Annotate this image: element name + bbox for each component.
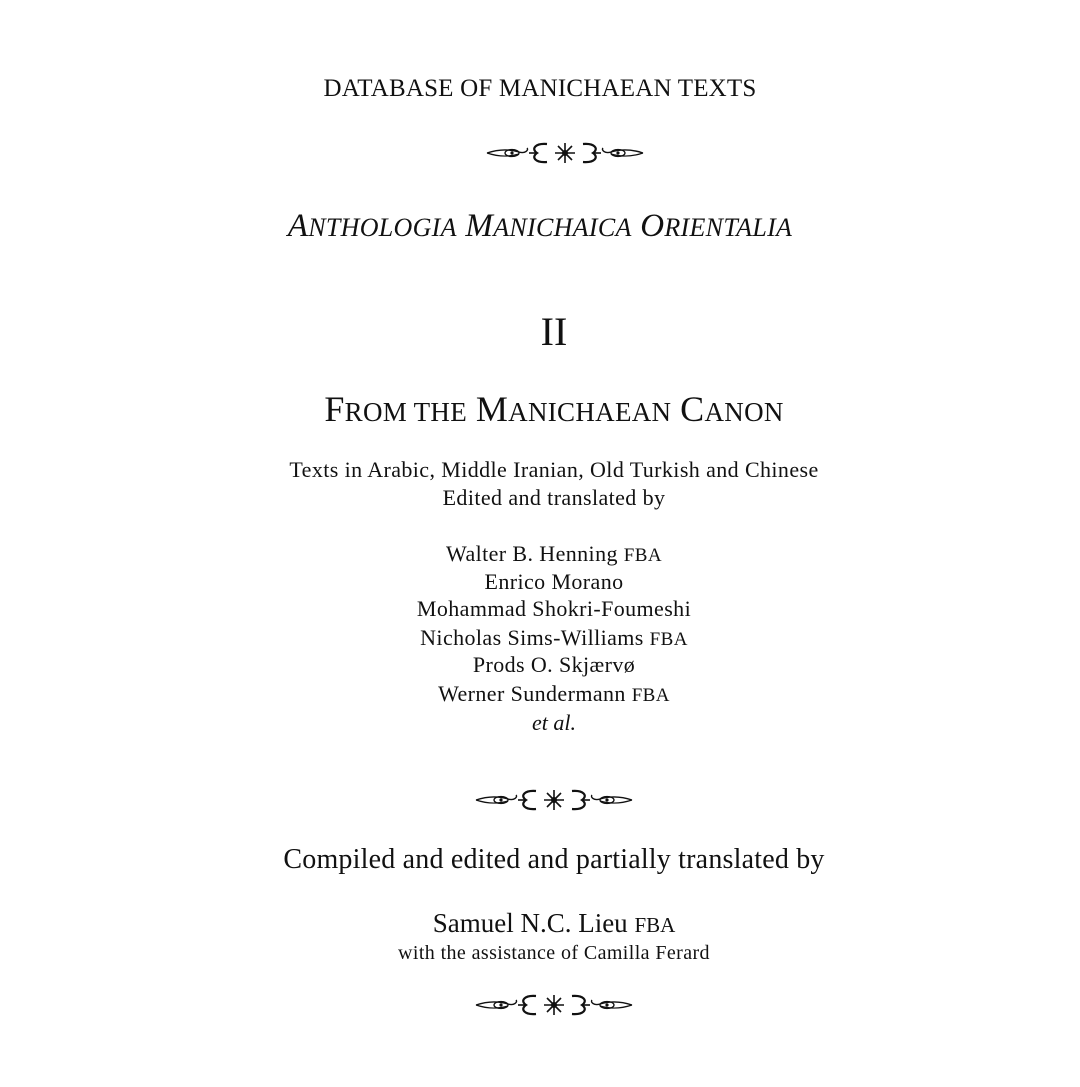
fleuron-ornament-icon <box>485 140 645 166</box>
main-title <box>0 210 1080 243</box>
main-title-word: MANICHAICA <box>465 208 632 244</box>
editor-name: Enrico Morano <box>484 569 624 594</box>
subtitle-word: FROM THE <box>324 389 468 429</box>
editor-name: Werner Sundermann FBA <box>438 681 670 706</box>
editor-name: Walter B. Henning FBA <box>446 541 662 566</box>
series-title: DATABASE OF MANICHAEAN TEXTS <box>323 75 757 102</box>
assistance-statement: with the assistance of Camilla Ferard <box>398 942 710 964</box>
main-title-word: ANTHOLOGIA <box>287 208 457 244</box>
compiler-name: Samuel N.C. Lieu FBA <box>432 908 676 938</box>
compiled-by-statement: Compiled and edited and partially translated by <box>283 844 825 875</box>
subtitle <box>14 391 1080 428</box>
volume-number: II <box>540 309 568 354</box>
description-languages: Texts in Arabic, Middle Iranian, Old Turkish and Chinese <box>289 457 819 482</box>
subtitle-word: CANON <box>680 389 784 429</box>
et-al: et al. <box>532 710 576 735</box>
fleuron-ornament-icon <box>474 992 634 1018</box>
editor-name: Prods O. Skjærvø <box>472 652 636 677</box>
editor-name: Mohammad Shokri-Foumeshi <box>416 596 692 621</box>
main-title-word: ORIENTALIA <box>640 208 793 244</box>
fleuron-ornament-icon <box>474 787 634 813</box>
description-edited-by: Edited and translated by <box>442 485 666 510</box>
subtitle-word: MANICHAEAN <box>475 389 672 429</box>
editor-name: Nicholas Sims-Williams FBA <box>420 625 688 650</box>
